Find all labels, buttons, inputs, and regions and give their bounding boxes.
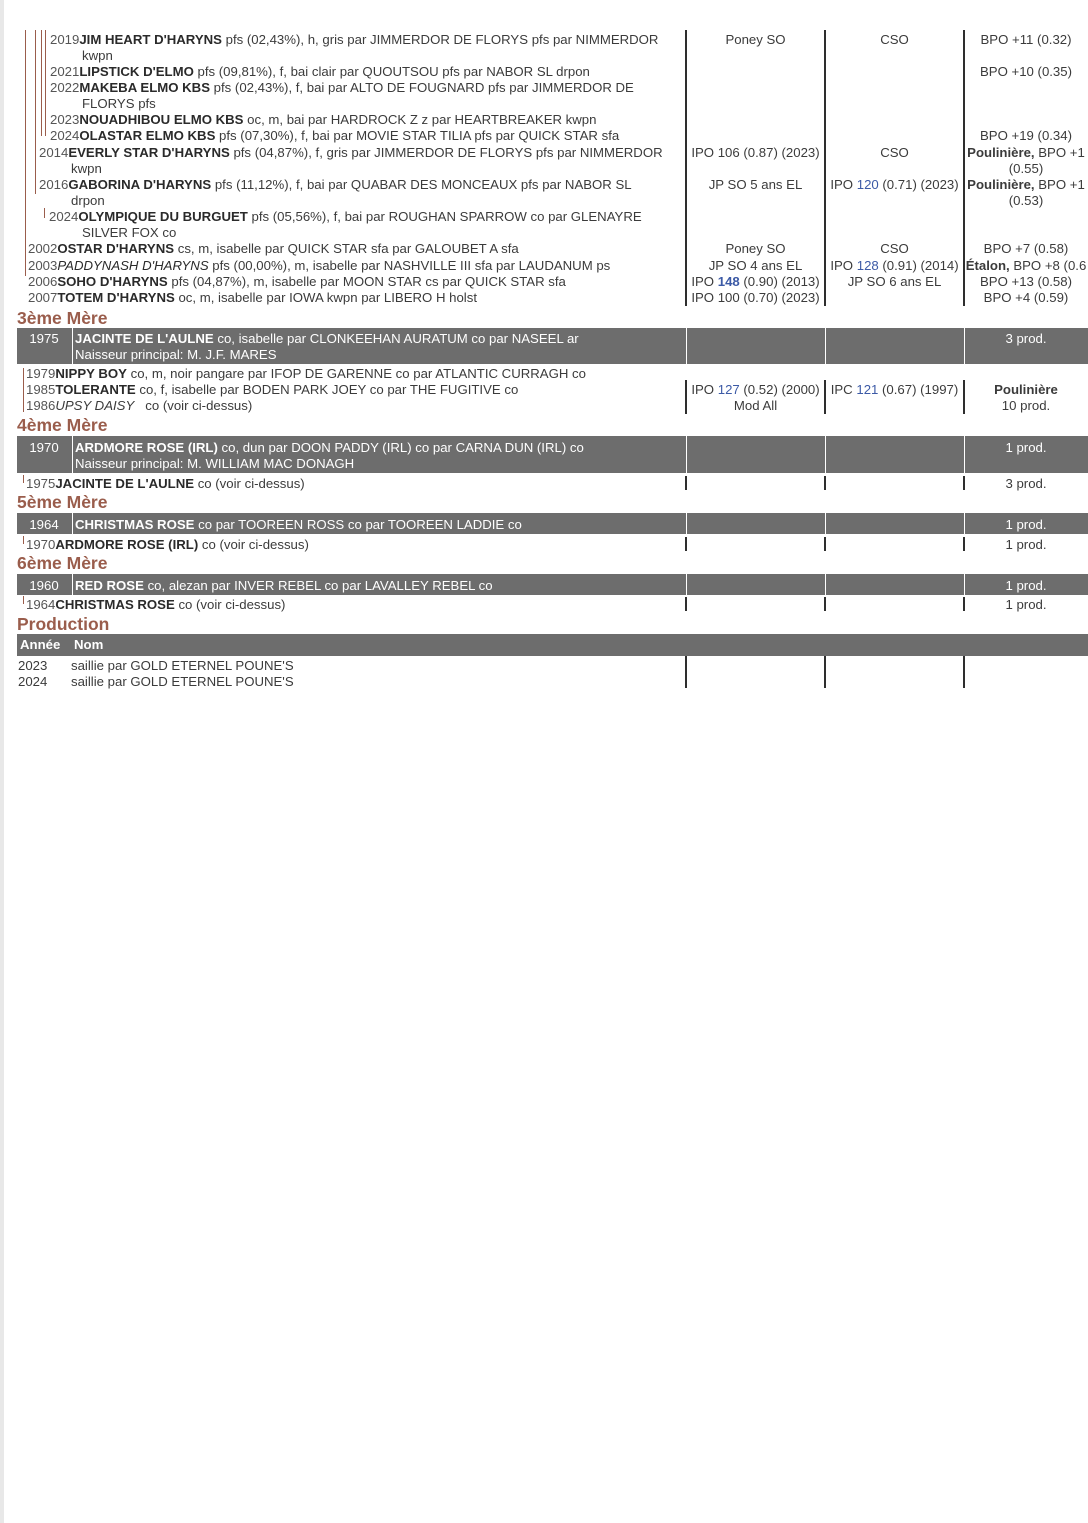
item-year: 1986 — [26, 398, 56, 413]
horse-name[interactable]: NIPPY BOY — [55, 366, 127, 381]
horse-name[interactable]: NOUADHIBOU ELMO KBS — [79, 112, 244, 127]
bar-separator — [825, 436, 826, 473]
discipline: JP SO 5 ans EL — [708, 177, 803, 192]
index-value: IPO 100 (0.70) (2023) — [691, 290, 820, 305]
item-year: 2006 — [28, 274, 58, 289]
index-link[interactable]: 127 — [717, 382, 740, 397]
column-divider — [824, 656, 826, 688]
horse-name[interactable]: JACINTE DE L'AULNE — [55, 476, 195, 491]
item-year: 2007 — [28, 290, 58, 305]
status-label: Poulinière, — [967, 145, 1035, 160]
horse-name[interactable]: PADDYNASH D'HARYNS — [57, 258, 209, 273]
horse-name[interactable]: EVERLY STAR D'HARYNS — [68, 145, 230, 160]
index-value: BPO +11 (0.32) — [980, 32, 1072, 47]
item-desc: pfs (07,30%), f, bai par MOVIE STAR TILIA pfs par QUICK STAR sfa — [219, 128, 620, 143]
bar-separator — [825, 574, 826, 595]
horse-name[interactable]: TOLERANTE — [55, 382, 136, 397]
prod-count: 1 prod. — [1005, 597, 1047, 612]
item-desc: pfs (11,12%), f, bai par QUABAR DES MONCEAUX pfs par NABOR SL — [214, 177, 632, 192]
column-divider — [963, 597, 965, 611]
column-divider — [963, 380, 965, 414]
discipline: Mod All — [733, 398, 778, 413]
horse-name[interactable]: SOHO D'HARYNS — [57, 274, 168, 289]
horse-name[interactable]: ARDMORE ROSE (IRL) — [55, 537, 199, 552]
tree-line — [25, 30, 26, 276]
item-desc: pfs (09,81%), f, bai clair par QUOUTSOU pfs par NABOR SL drpon — [197, 64, 590, 79]
discipline-2: CSO — [880, 241, 909, 256]
bar-separator — [72, 328, 73, 364]
item-year: 2022 — [50, 80, 80, 95]
column-divider — [824, 30, 826, 306]
mare-breeder: Naisseur principal: M. J.F. MARES — [75, 347, 277, 362]
item-desc: co (voir ci-dessus) — [178, 597, 286, 612]
item-year: 1970 — [26, 537, 56, 552]
item-desc: pfs (04,87%), m, isabelle par MOON STAR cs par QUICK STAR sfa — [171, 274, 566, 289]
item-desc: co (voir ci-dessus) — [201, 537, 309, 552]
index-value: BPO +19 (0.34) — [980, 128, 1072, 143]
column-divider — [685, 30, 687, 306]
tree-line — [45, 30, 46, 136]
item-desc-cont: kwpn — [71, 161, 102, 176]
item-desc-cont: SILVER FOX co — [82, 225, 177, 240]
bar-separator — [72, 436, 73, 473]
column-divider — [685, 476, 687, 490]
index-value: BPO +8 (0.6 — [1009, 258, 1087, 273]
index-detail: (0.52) (2000) — [739, 382, 820, 397]
column-divider — [963, 656, 965, 688]
bar-separator — [825, 328, 826, 364]
prod-count: 10 prod. — [1001, 398, 1051, 413]
item-desc-cont: drpon — [71, 193, 105, 208]
mare-name[interactable]: JACINTE DE L'AULNE — [75, 331, 214, 346]
index-detail: (0.71) (2023) — [878, 177, 959, 192]
index-label: IPO — [830, 258, 857, 273]
prod-count: 1 prod. — [1005, 537, 1047, 552]
item-year: 1964 — [26, 597, 56, 612]
item-year: 2021 — [50, 64, 80, 79]
index-value: BPO +1 — [1034, 177, 1085, 192]
horse-name[interactable]: OSTAR D'HARYNS — [57, 241, 175, 256]
horse-name[interactable]: UPSY DAISY — [55, 398, 135, 413]
bar-separator — [686, 513, 687, 534]
index-reliability: (0.53) — [1008, 193, 1044, 208]
bar-separator — [686, 328, 687, 364]
item-desc-cont: FLORYS pfs — [82, 96, 156, 111]
tree-line — [23, 475, 24, 483]
mare-prod-count: 1 prod. — [1005, 440, 1047, 455]
discipline: Poney SO — [725, 241, 786, 256]
mare-year: 1964 — [29, 517, 59, 532]
mare-year: 1960 — [29, 578, 59, 593]
production-name: saillie par GOLD ETERNEL POUNE'S — [71, 674, 294, 689]
mare-desc: co, alezan par INVER REBEL co par LAVALLEY REBEL co — [147, 578, 493, 593]
mare-year: 1970 — [29, 440, 59, 455]
item-desc: oc, m, bai par HARDROCK Z z par HEARTBREAKER kwpn — [247, 112, 597, 127]
production-name: saillie par GOLD ETERNEL POUNE'S — [71, 658, 294, 673]
bar-separator — [72, 574, 73, 595]
section-heading-3eme-mere: 3ème Mère — [17, 308, 108, 328]
index-detail: (0.90) (2013) — [739, 274, 820, 289]
item-desc: oc, m, isabelle par IOWA kwpn par LIBERO H holst — [178, 290, 477, 305]
index-link[interactable]: 120 — [856, 177, 879, 192]
item-desc: pfs (00,00%), m, isabelle par NASHVILLE III sfa par LAUDANUM ps — [212, 258, 611, 273]
item-year: 2002 — [28, 241, 58, 256]
discipline: CSO — [880, 145, 909, 160]
index-reliability: (0.55) — [1008, 161, 1044, 176]
column-divider — [824, 537, 826, 551]
index-detail: (0.91) (2014) — [878, 258, 959, 273]
index-value: BPO +7 (0.58) — [983, 241, 1069, 256]
horse-name[interactable]: LIPSTICK D'ELMO — [79, 64, 194, 79]
item-year: 2024 — [49, 209, 79, 224]
horse-name[interactable]: CHRISTMAS ROSE — [55, 597, 175, 612]
mare-desc: co par TOOREEN ROSS co par TOOREEN LADDIE co — [198, 517, 522, 532]
column-divider — [824, 597, 826, 611]
mare-desc: co, isabelle par CLONKEEHAN AURATUM co par NASEEL ar — [217, 331, 579, 346]
bar-separator — [825, 513, 826, 534]
horse-name[interactable]: TOTEM D'HARYNS — [57, 290, 175, 305]
mare-name[interactable]: ARDMORE ROSE (IRL) — [75, 440, 218, 455]
index-value: BPO +10 (0.35) — [980, 64, 1072, 79]
item-desc: co, f, isabelle par BODEN PARK JOEY co par THE FUGITIVE co — [139, 382, 519, 397]
item-year: 1979 — [26, 366, 56, 381]
index-value: BPO +4 (0.59) — [983, 290, 1069, 305]
item-year: 2014 — [39, 145, 69, 160]
bar-separator — [686, 574, 687, 595]
mare-prod-count: 3 prod. — [1005, 331, 1047, 346]
item-desc: pfs (02,43%), f, bai par ALTO DE FOUGNARD pfs par JIMMERDOR DE — [213, 80, 634, 95]
status-label: Étalon, — [965, 258, 1010, 273]
column-divider — [963, 537, 965, 551]
mare-breeder: Naisseur principal: M. WILLIAM MAC DONAGH — [75, 456, 355, 471]
status-label: Poulinière, — [967, 177, 1035, 192]
mare-header-bar — [17, 328, 1088, 364]
index-label: IPO — [691, 382, 718, 397]
column-divider — [685, 656, 687, 688]
tree-line — [23, 536, 24, 544]
production-year: 2023 — [18, 658, 48, 673]
column-header-name: Nom — [74, 637, 104, 652]
mare-header-bar — [17, 513, 1088, 534]
tree-line — [23, 596, 24, 604]
mare-prod-count: 1 prod. — [1005, 517, 1047, 532]
discipline: JP SO 6 ans EL — [847, 274, 942, 289]
item-desc: pfs (02,43%), h, gris par JIMMERDOR DE FLORYS pfs par NIMMERDOR — [225, 32, 659, 47]
bar-separator — [72, 513, 73, 534]
item-desc: co (voir ci-dessus) — [197, 476, 305, 491]
mare-name[interactable]: CHRISTMAS ROSE — [75, 517, 195, 532]
discipline-2: CSO — [880, 32, 909, 47]
mare-header-bar — [17, 574, 1088, 595]
tree-line — [44, 208, 45, 218]
index-value: BPO +1 — [1034, 145, 1085, 160]
item-desc: pfs (05,56%), f, bai par ROUGHAN SPARROW co par GLENAYRE — [251, 209, 642, 224]
column-divider — [824, 380, 826, 414]
index-link[interactable]: 148 — [717, 274, 740, 289]
item-year: 2023 — [50, 112, 80, 127]
mare-year: 1975 — [29, 331, 59, 346]
item-year: 2003 — [28, 258, 58, 273]
production-table-header — [17, 634, 1088, 656]
section-heading-5eme-mere: 5ème Mère — [17, 492, 108, 512]
item-year: 2024 — [50, 128, 80, 143]
column-divider — [685, 380, 687, 414]
index-label: IPO — [830, 177, 857, 192]
index-link[interactable]: 128 — [856, 258, 879, 273]
horse-name[interactable]: OLYMPIQUE DU BURGUET — [78, 209, 248, 224]
item-desc: co (voir ci-dessus) — [145, 398, 253, 413]
bar-separator — [686, 436, 687, 473]
mare-prod-count: 1 prod. — [1005, 578, 1047, 593]
page-left-edge — [0, 0, 4, 1523]
mare-name[interactable]: RED ROSE — [75, 578, 144, 593]
item-year: 1975 — [26, 476, 56, 491]
item-year: 2019 — [50, 32, 80, 47]
mare-desc: co, dun par DOON PADDY (IRL) co par CARNA DUN (IRL) co — [221, 440, 584, 455]
item-desc: co, m, noir pangare par IFOP DE GARENNE co par ATLANTIC CURRAGH co — [130, 366, 586, 381]
column-header-year: Année — [20, 637, 61, 652]
item-desc: pfs (04,87%), f, gris par JIMMERDOR DE FLORYS pfs par NIMMERDOR — [233, 145, 663, 160]
item-desc: cs, m, isabelle par QUICK STAR sfa par GALOUBET A sfa — [177, 241, 519, 256]
discipline: JP SO 4 ans EL — [708, 258, 803, 273]
item-desc-cont: kwpn — [82, 48, 113, 63]
mare-header-bar — [17, 436, 1088, 473]
index-value: IPO 106 (0.87) (2023) — [691, 145, 820, 160]
index-label: IPC — [830, 382, 857, 397]
tree-line — [23, 368, 24, 412]
horse-name[interactable]: MAKEBA ELMO KBS — [79, 80, 210, 95]
index-label: IPO — [691, 274, 718, 289]
column-divider — [963, 476, 965, 490]
tree-line — [41, 30, 42, 136]
column-divider — [963, 30, 965, 306]
horse-name[interactable]: OLASTAR ELMO KBS — [79, 128, 216, 143]
item-year: 2016 — [39, 177, 69, 192]
index-detail: (0.67) (1997) — [878, 382, 959, 397]
index-link[interactable]: 121 — [856, 382, 879, 397]
item-year: 1985 — [26, 382, 56, 397]
section-heading-4eme-mere: 4ème Mère — [17, 415, 108, 435]
column-divider — [685, 537, 687, 551]
discipline: Poney SO — [725, 32, 786, 47]
horse-name[interactable]: JIM HEART D'HARYNS — [79, 32, 222, 47]
prod-count: 3 prod. — [1005, 476, 1047, 491]
index-value: BPO +13 (0.58) — [980, 274, 1072, 289]
production-year: 2024 — [18, 674, 48, 689]
section-heading-6eme-mere: 6ème Mère — [17, 553, 108, 573]
status-label: Poulinière — [994, 382, 1058, 397]
column-divider — [824, 476, 826, 490]
section-heading-production: Production — [17, 614, 110, 634]
horse-name[interactable]: GABORINA D'HARYNS — [68, 177, 212, 192]
tree-line — [35, 30, 36, 194]
column-divider — [685, 597, 687, 611]
